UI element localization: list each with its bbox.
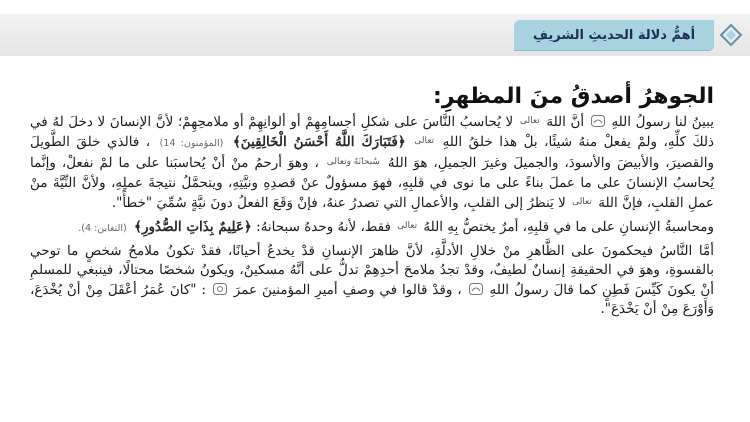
p3-text-a: أمَّا النَّاسُ فيحكمونَ على الظَّاهرِ منْ خلالِ الأدلَّةِ، لأنَّ ظاهرَ الإنسانِ قدْ يخدعُ أحيانًا، فقدْ تكونُ ملامحُ شخصٍ ما توحي بالقسوةِ، وهوَ في الحقيقةِ إنسانٌ لطيفٌ، وقدْ تجدُ ملامحَ أحدِهِمْ تدلُّ على أنَّهُ مسكينٌ، ويكونُ شخصًا محتالًا، فينبغي للمسلمِ أنْ يكونَ كَيِّسَ فَطِنٍ كما قالَ رسولُ اللهِ (30, 243, 714, 298)
paragraph-1 (30, 112, 714, 213)
quran-reference: (التغابن: 4). (78, 223, 127, 235)
p1-text-f: لا يَنظرُ إلى القلبِ، والأعمالِ التي تصدرُ عنهُ، فإنْ وَقَعَ الفعلُ دونَ نيَّةٍ سُمِّيَ "خطأً". (111, 194, 566, 211)
radiya-allah-anhu-icon (213, 283, 227, 295)
p1-text-d: ، فالذي خلقَ الطَّويلَ والقصيرَ، والأبيضَ والأسودَ، والجميلَ وغيرَ الجميلِ، هوَ اللهُ (30, 134, 715, 172)
quran-reference: (المؤمنون: 14) (159, 138, 224, 150)
paragraph-2 (30, 217, 714, 238)
p3-text-b: ، وقدْ قالوا في وصفِ أميرِ المؤمنينَ عمرَ (233, 281, 462, 298)
paragraph-3 (30, 242, 714, 319)
section-badge (514, 20, 714, 50)
p1-text-c: لا يُحاسبُ النَّاسَ على شكلِ أجسامِهِمْ أو ألوانِهِمْ أو ملامحِهِمْ؛ لأنَّ الإنسانَ لا دخلَ لهُ في ذلكَ كلِّهِ، ولمْ يفعلْ منهُ شيئًا، بلْ هذا خلقُ اللهِ (30, 114, 714, 151)
p3-text-c: : "كانَ عُمَرُ أعْقَلَ مِنْ أنْ يُخْدَعَ، وَأَوْرَعَ مِنْ أنْ يَخْدَعَ". (30, 281, 714, 317)
taala-symbol: تعالى (414, 136, 435, 147)
quran-quote: ﴿فَتَبَارَكَ اللَّهُ أَحْسَنُ الْخَالِقِينَ﴾ (232, 134, 406, 151)
p2-text-a: ومحاسبةُ الإنسانِ على ما في قلبِهِ، أمرٌ يختصُّ بِهِ اللهُ (423, 219, 714, 236)
p2-text-b: فقط، لأنهُ وحدهُ سبحانهُ: (256, 219, 391, 236)
p1-text-b: أنَّ اللهَ (546, 114, 585, 130)
salla-allah-alayhi-wasallam-icon (469, 283, 483, 295)
subhanahu-symbol: سُبحانَهُ وتعالى (326, 157, 380, 168)
p1-text-e: ، وهوَ أرحمُ منْ أنْ يُحاسبَنا على ما لمْ نفعلْ، وإنَّما يُحاسبُ الإنسانَ على ما عملَ بناءً على ما نوى في قلبِهِ، فهوَ مسؤولٌ عنْ قصدِهِ ونيَّتِهِ، ويتحمَّلُ نتيجةَ عملِهِ، ولأنَّ النِّيَّةَ منْ عملِ القلبِ، فإنَّ اللهَ (30, 155, 714, 211)
taala-symbol: تعالى (572, 196, 592, 207)
salla-allah-alayhi-wasallam-icon (591, 115, 605, 127)
taala-symbol: تعالى (397, 221, 418, 232)
section-badge-title: أهمُّ دلالة الحديثِ الشريفِ (532, 27, 696, 43)
quran-quote: ﴿عَلِيمٌ بِذَاتِ الصُّدُورِ﴾ (134, 219, 252, 236)
taala-symbol: تعالى (519, 116, 540, 126)
ornament-icon (718, 22, 744, 48)
section-heading: الجوهرُ أصدقُ منَ المظهرِ: (433, 84, 714, 109)
body-text (30, 112, 714, 319)
p1-text-a: يبينُ لنا رسولُ اللهِ (611, 114, 714, 130)
